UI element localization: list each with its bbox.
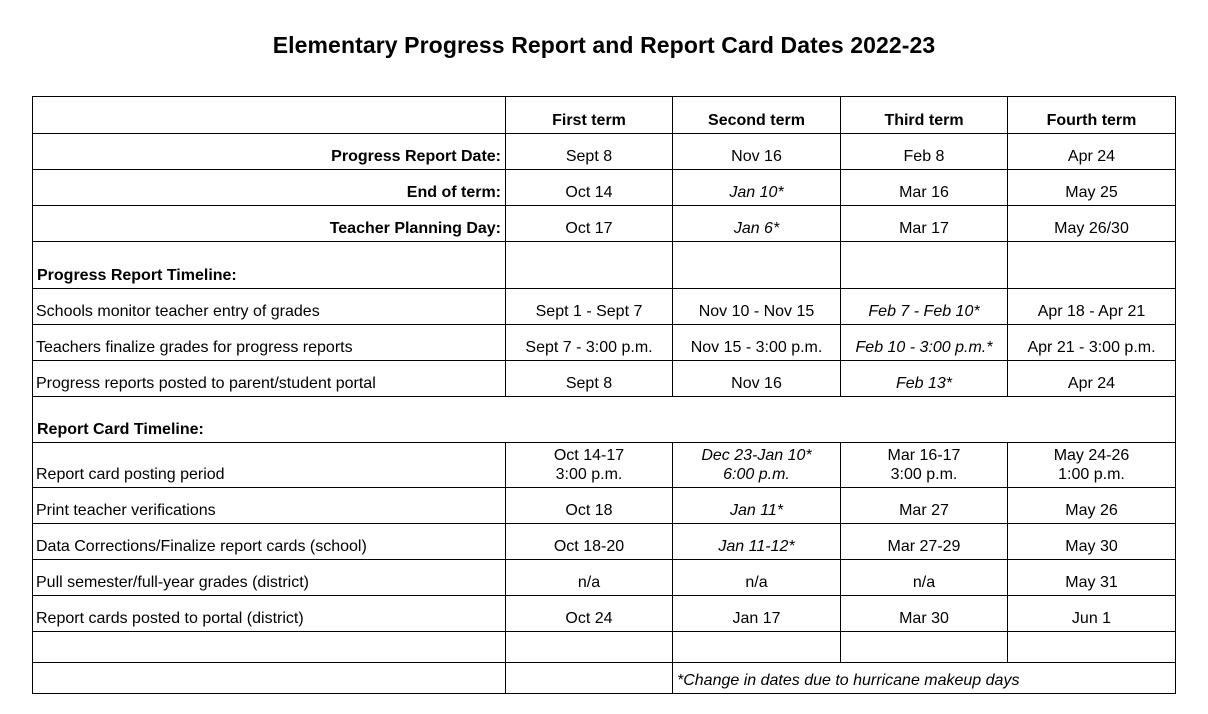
cell: n/a bbox=[673, 560, 841, 596]
cell: Mar 30 bbox=[841, 596, 1008, 632]
table-row bbox=[33, 170, 1176, 206]
cell: May 26/30 bbox=[1008, 206, 1176, 242]
row-label: Pull semester/full-year grades (district) bbox=[33, 560, 506, 596]
footnote-row bbox=[33, 663, 1176, 694]
cell: Sept 1 - Sept 7 bbox=[506, 289, 673, 325]
cell: Jan 11-12* bbox=[673, 524, 841, 560]
cell bbox=[841, 443, 1008, 488]
page-title: Elementary Progress Report and Report Card Dates 2022-23 bbox=[272, 32, 936, 58]
row-label: End of term: bbox=[33, 170, 506, 206]
cell-line: May 24-26 bbox=[1053, 447, 1130, 464]
cell: May 30 bbox=[1008, 524, 1176, 560]
cell-line: 3:00 p.m. bbox=[555, 466, 623, 483]
table-row bbox=[33, 289, 1176, 325]
cell-line: 1:00 p.m. bbox=[1058, 466, 1125, 483]
cell-line: 6:00 p.m. bbox=[723, 466, 790, 483]
row-label: Teacher Planning Day: bbox=[33, 206, 506, 242]
table-row bbox=[33, 560, 1176, 596]
report-card-section-heading: Report Card Timeline: bbox=[33, 397, 1176, 443]
cell: May 25 bbox=[1008, 170, 1176, 206]
row-label: Data Corrections/Finalize report cards (school) bbox=[33, 524, 506, 560]
table-row bbox=[33, 325, 1176, 361]
cell bbox=[841, 242, 1008, 289]
cell: Sept 7 - 3:00 p.m. bbox=[506, 325, 673, 361]
section-heading-row bbox=[33, 242, 1176, 289]
table-row bbox=[33, 443, 1176, 488]
cell bbox=[1008, 242, 1176, 289]
cell bbox=[673, 632, 841, 663]
footnote: *Change in dates due to hurricane makeup days bbox=[673, 663, 1176, 694]
cell: Feb 13* bbox=[841, 361, 1008, 397]
cell bbox=[506, 632, 673, 663]
section-heading-row bbox=[33, 397, 1176, 443]
table-row bbox=[33, 361, 1176, 397]
row-label: Print teacher verifications bbox=[33, 488, 506, 524]
term-header-fourth: Fourth term bbox=[1008, 97, 1176, 134]
cell: Apr 24 bbox=[1008, 361, 1176, 397]
cell: Mar 27-29 bbox=[841, 524, 1008, 560]
cell: Jan 17 bbox=[673, 596, 841, 632]
row-label: Schools monitor teacher entry of grades bbox=[33, 289, 506, 325]
cell-line: 3:00 p.m. bbox=[890, 466, 958, 483]
cell: Oct 14 bbox=[506, 170, 673, 206]
cell: Mar 17 bbox=[841, 206, 1008, 242]
cell: Oct 24 bbox=[506, 596, 673, 632]
cell: Mar 27 bbox=[841, 488, 1008, 524]
cell: Oct 17 bbox=[506, 206, 673, 242]
cell: Jan 10* bbox=[673, 170, 841, 206]
cell: May 31 bbox=[1008, 560, 1176, 596]
cell-line: Oct 14-17 bbox=[553, 447, 625, 464]
cell: Apr 24 bbox=[1008, 134, 1176, 170]
header-row bbox=[33, 97, 1176, 134]
cell: Jan 11* bbox=[673, 488, 841, 524]
cell: n/a bbox=[841, 560, 1008, 596]
header-blank-cell bbox=[33, 97, 506, 134]
cell bbox=[506, 242, 673, 289]
cell bbox=[33, 632, 506, 663]
cell bbox=[673, 242, 841, 289]
cell: May 26 bbox=[1008, 488, 1176, 524]
progress-section-heading: Progress Report Timeline: bbox=[33, 242, 506, 289]
term-header-first: First term bbox=[506, 97, 673, 134]
term-header-third: Third term bbox=[841, 97, 1008, 134]
cell: Jan 6* bbox=[673, 206, 841, 242]
cell bbox=[841, 632, 1008, 663]
cell: Oct 18-20 bbox=[506, 524, 673, 560]
cell: Jun 1 bbox=[1008, 596, 1176, 632]
cell: Apr 18 - Apr 21 bbox=[1008, 289, 1176, 325]
cell bbox=[33, 663, 506, 694]
cell bbox=[673, 443, 841, 488]
table-row bbox=[33, 206, 1176, 242]
cell: Nov 16 bbox=[673, 134, 841, 170]
dates-table bbox=[32, 96, 1176, 694]
table-row bbox=[33, 524, 1176, 560]
cell: Feb 7 - Feb 10* bbox=[841, 289, 1008, 325]
cell: Mar 16 bbox=[841, 170, 1008, 206]
cell-line: Mar 16-17 bbox=[887, 447, 961, 464]
cell: Nov 15 - 3:00 p.m. bbox=[673, 325, 841, 361]
cell: Sept 8 bbox=[506, 134, 673, 170]
cell-line: Dec 23-Jan 10* bbox=[701, 447, 812, 464]
cell: Nov 16 bbox=[673, 361, 841, 397]
row-label: Progress reports posted to parent/student portal bbox=[33, 361, 506, 397]
cell bbox=[1008, 443, 1176, 488]
table-row bbox=[33, 134, 1176, 170]
row-label: Progress Report Date: bbox=[33, 134, 506, 170]
cell: Feb 8 bbox=[841, 134, 1008, 170]
row-label: Teachers finalize grades for progress reports bbox=[33, 325, 506, 361]
empty-row bbox=[33, 632, 1176, 663]
cell: Apr 21 - 3:00 p.m. bbox=[1008, 325, 1176, 361]
cell bbox=[506, 663, 673, 694]
table-row bbox=[33, 596, 1176, 632]
term-header-second: Second term bbox=[673, 97, 841, 134]
cell: Oct 18 bbox=[506, 488, 673, 524]
table-row bbox=[33, 488, 1176, 524]
cell bbox=[506, 443, 673, 488]
row-label: Report card posting period bbox=[33, 443, 506, 488]
cell: Sept 8 bbox=[506, 361, 673, 397]
cell: Feb 10 - 3:00 p.m.* bbox=[841, 325, 1008, 361]
cell bbox=[1008, 632, 1176, 663]
cell: Nov 10 - Nov 15 bbox=[673, 289, 841, 325]
row-label: Report cards posted to portal (district) bbox=[33, 596, 506, 632]
cell: n/a bbox=[506, 560, 673, 596]
